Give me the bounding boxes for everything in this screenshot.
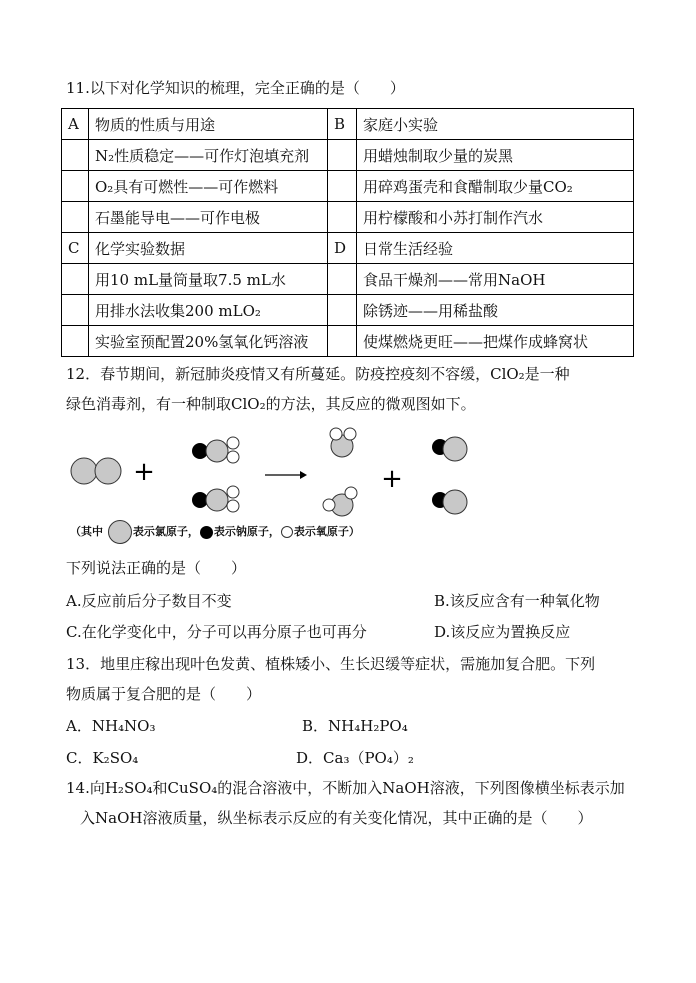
q13-option-d[interactable]: D．Ca₃（PO₄）₂ (296, 749, 414, 767)
row-text-left: N₂性质稳定——可作灯泡填充剂 (89, 140, 328, 171)
row-text-right: 用柠檬酸和小苏打制作汽水 (357, 202, 634, 233)
clo2-molecule-top (330, 428, 356, 457)
q11-table (61, 108, 634, 357)
legend-oxygen: 表示氧原子） (293, 525, 360, 538)
row-letter-right (328, 295, 357, 326)
row-letter-right: B (328, 109, 357, 140)
legend-prefix: （其中 (70, 525, 103, 538)
row-text-right: 用蜡烛制取少量的炭黑 (357, 140, 634, 171)
cl2-molecule (71, 458, 121, 484)
row-text-right: 使煤燃烧更旺——把煤作成蜂窝状 (357, 326, 634, 357)
table-row (62, 140, 634, 171)
row-letter-left: C (62, 233, 89, 264)
row-letter-left (62, 326, 89, 357)
q12-option-d[interactable]: D.该反应为置换反应 (434, 623, 571, 641)
q12-stem-line1: 12．春节期间，新冠肺炎疫情又有所蔓延。防疫控疫刻不容缓，ClO₂是一种 (66, 365, 570, 383)
row-text-left: 化学实验数据 (89, 233, 328, 264)
q14-stem-line1: 14.向H₂SO₄和CuSO₄的混合溶液中，不断加入NaOH溶液，下列图像横坐标表示加 (66, 779, 625, 797)
row-text-left: 用10 mL量筒量取7.5 mL水 (89, 264, 328, 295)
q12-option-b[interactable]: B.该反应含有一种氧化物 (434, 592, 600, 610)
row-text-left: 实验室预配置20%氢氧化钙溶液 (89, 326, 328, 357)
naclo2-molecule-bottom (192, 486, 239, 512)
q12-ask: 下列说法正确的是（ ） (66, 559, 247, 577)
row-text-left: O₂具有可燃性——可作燃料 (89, 171, 328, 202)
plus-sign: + (381, 464, 403, 494)
row-letter-right: D (328, 233, 357, 264)
chlorine-atom-icon (108, 520, 132, 544)
row-letter-right (328, 171, 357, 202)
row-text-left: 石墨能导电——可作电极 (89, 202, 328, 233)
sodium-atom-icon (200, 526, 213, 539)
reaction-arrow (265, 471, 307, 479)
legend-chlorine: 表示氯原子， (132, 525, 199, 538)
diagram-legend (70, 520, 360, 544)
row-letter-right (328, 264, 357, 295)
row-text-left: 用排水法收集200 mLO₂ (89, 295, 328, 326)
legend-sodium: 表示钠原子， (213, 525, 280, 538)
q11-stem: 11.以下对化学知识的梳理，完全正确的是（ ） (66, 79, 405, 97)
row-letter-left (62, 295, 89, 326)
nacl-molecule-bottom (432, 490, 467, 514)
row-text-left: 物质的性质与用途 (89, 109, 328, 140)
q12-option-a[interactable]: A.反应前后分子数目不变 (66, 592, 232, 610)
reaction-microscopic-diagram (62, 425, 482, 520)
table-row (62, 295, 634, 326)
clo2-molecule-bottom (323, 487, 357, 516)
q14-stem-line2: 入NaOH溶液质量，纵坐标表示反应的有关变化情况，其中正确的是（ ） (80, 809, 593, 827)
row-letter-left: A (62, 109, 89, 140)
q12-stem-line2: 绿色消毒剂，有一种制取ClO₂的方法，其反应的微观图如下。 (66, 395, 476, 413)
q12-option-c[interactable]: C.在化学变化中，分子可以再分原子也可再分 (66, 623, 367, 641)
oxygen-atom-icon (281, 526, 293, 538)
q13-option-c[interactable]: C．K₂SO₄ (66, 749, 139, 767)
q13-option-a[interactable]: A．NH₄NO₃ (66, 717, 156, 735)
table-row (62, 233, 634, 264)
table-row (62, 326, 634, 357)
row-letter-left (62, 202, 89, 233)
table-row (62, 171, 634, 202)
table-row (62, 264, 634, 295)
q13-option-b[interactable]: B．NH₄H₂PO₄ (302, 717, 408, 735)
row-letter-left (62, 171, 89, 202)
row-letter-right (328, 326, 357, 357)
nacl-molecule-top (432, 437, 467, 461)
plus-sign: + (133, 457, 155, 487)
row-text-right: 家庭小实验 (357, 109, 634, 140)
row-text-right: 用碎鸡蛋壳和食醋制取少量CO₂ (357, 171, 634, 202)
row-letter-left (62, 140, 89, 171)
table-row (62, 109, 634, 140)
q13-stem-line1: 13．地里庄稼出现叶色发黄、植株矮小、生长迟缓等症状，需施加复合肥。下列 (66, 655, 596, 673)
row-letter-left (62, 264, 89, 295)
row-text-right: 除锈迹——用稀盐酸 (357, 295, 634, 326)
q13-stem-line2: 物质属于复合肥的是（ ） (66, 685, 262, 703)
row-letter-right (328, 202, 357, 233)
naclo2-molecule-top (192, 437, 239, 463)
row-letter-right (328, 140, 357, 171)
row-text-right: 食品干燥剂——常用NaOH (357, 264, 634, 295)
row-text-right: 日常生活经验 (357, 233, 634, 264)
table-row (62, 202, 634, 233)
